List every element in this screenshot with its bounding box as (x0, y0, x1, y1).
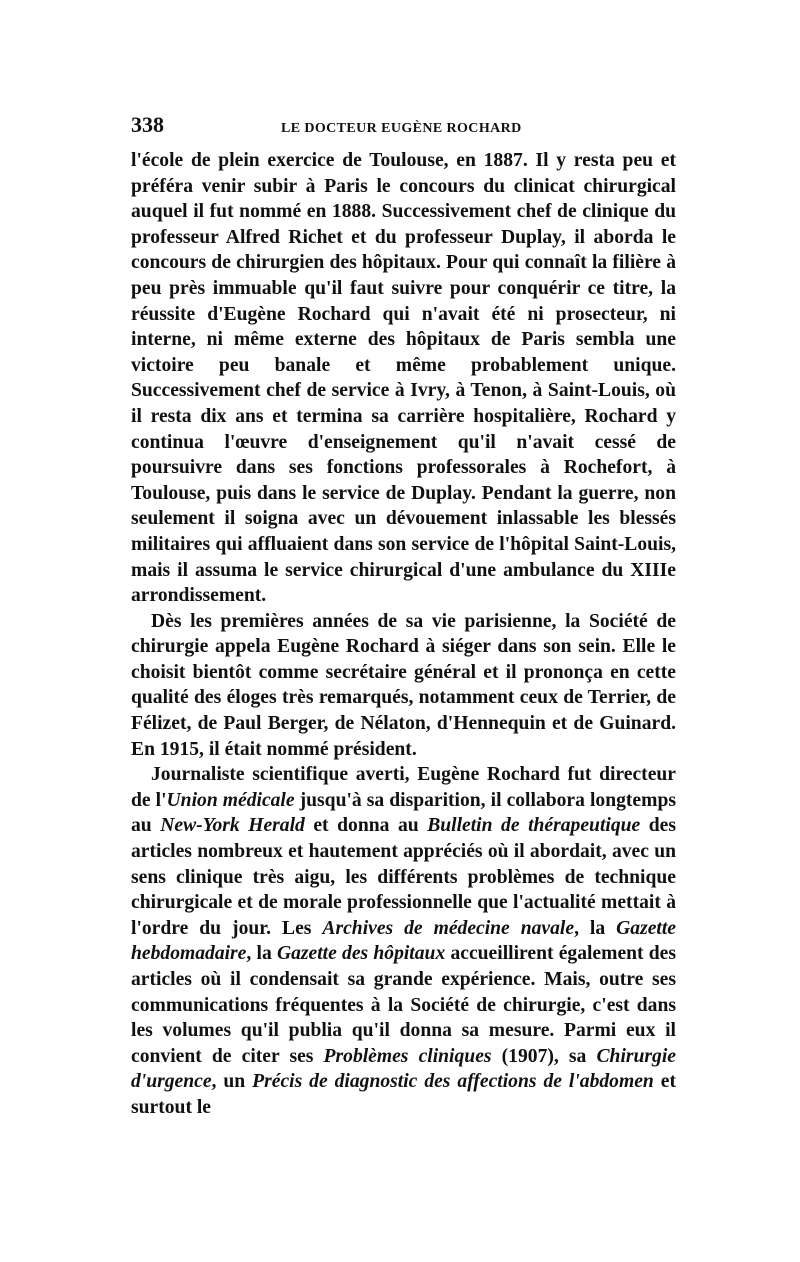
paragraph-3 (131, 762, 676, 1120)
paragraph-2 (131, 609, 676, 763)
book-page (131, 112, 676, 1121)
italic-title-run: New-York Herald (160, 815, 305, 837)
text-run: et surtout le (131, 1071, 676, 1118)
page-number: 338 (131, 112, 164, 137)
italic-title-run: Gazette des hôpitaux (276, 943, 446, 965)
body-text (131, 148, 676, 1121)
italic-title-run: Archives de médecine navale (322, 917, 575, 939)
text-run: et donna au (304, 815, 428, 837)
italic-title-run: Gazette hebdomadaire (131, 917, 677, 965)
text-run: , un (211, 1071, 253, 1093)
italic-title-run: Précis de diagnostic des affections de l'abdomen (252, 1071, 654, 1093)
paragraph-1 (131, 148, 676, 609)
text-run: des articles nombreux et hautement appréciés où il abordait, avec un sens clinique très aigu, les différents problèmes de technique chirurgicale et de morale professionnelle que l'actualité mettait à l'ordre du jour. Les (131, 815, 676, 939)
text-run: (1907), sa (491, 1045, 597, 1067)
text-run: Dès les premières années de sa vie parisienne, la Société de chirurgie appela Eugène Rochard à siéger dans son sein. Elle le choisit bientôt comme secrétaire général et il prononça en cette qualité des éloges très remarqués, notamment ceux de Terrier, de Félizet, de Paul Berger, de Nélaton, d'Hennequin et de Guinard. En 1915, il était nommé président. (131, 610, 676, 760)
italic-title-run: Bulletin de thérapeutique (427, 815, 641, 837)
italic-title-run: Union médicale (166, 789, 295, 811)
page-header (131, 112, 676, 148)
text-run: l'école de plein exercice de Toulouse, en 1887. Il y resta peu et préféra venir subir à Paris le concours du clinicat chirurgical auquel il fut nommé en 1888. Successivement chef de clinique du professeur Alfred Richet et du professeur Duplay, il aborda le concours de chirurgien des hôpitaux. Pour qui connaît la filière à peu près immuable qu'il faut suivre pour conquérir ce titre, la réussite d'Eugène Rochard qui n'avait été ni prosecteur, ni interne, ni même externe des hôpitaux de Paris sembla une victoire peu banale et même probablement unique. Successivement chef de service à Ivry, à Tenon, à Saint-Louis, où il resta dix ans et termina sa carrière hospitalière, Rochard y continua l'œuvre d'enseignement qu'il n'avait cessé de poursuivre dans ses fonctions professorales à Rochefort, à Toulouse, puis dans le service de Duplay. Pendant la guerre, non seulement il soigna avec un dévouement inlassable les blessés militaires qui affluaient dans son service de l'hôpital Saint-Louis, mais il assuma le service chirurgical d'une ambulance du XIIIe arrondissement. (131, 150, 676, 607)
text-run: Journaliste scientifique averti, Eugène Rochard fut directeur de l' (131, 764, 676, 811)
italic-title-run: Problèmes cliniques (323, 1045, 492, 1067)
text-run: jusqu'à sa disparition, il collabora longtemps au (131, 789, 676, 837)
text-run: , la (246, 943, 277, 965)
text-run: , la (574, 917, 617, 939)
italic-title-run: Chirurgie d'urgence (131, 1045, 676, 1093)
text-run: accueillirent également des articles où il condensait sa grande expérience. Mais, outre ses communications fréquentes à la Société de chirurgie, c'est dans les volumes qu'il publia qu'il donna sa mesure. Parmi eux il convient de citer ses (131, 943, 677, 1067)
running-title: LE DOCTEUR EUGÈNE ROCHARD (281, 121, 522, 136)
